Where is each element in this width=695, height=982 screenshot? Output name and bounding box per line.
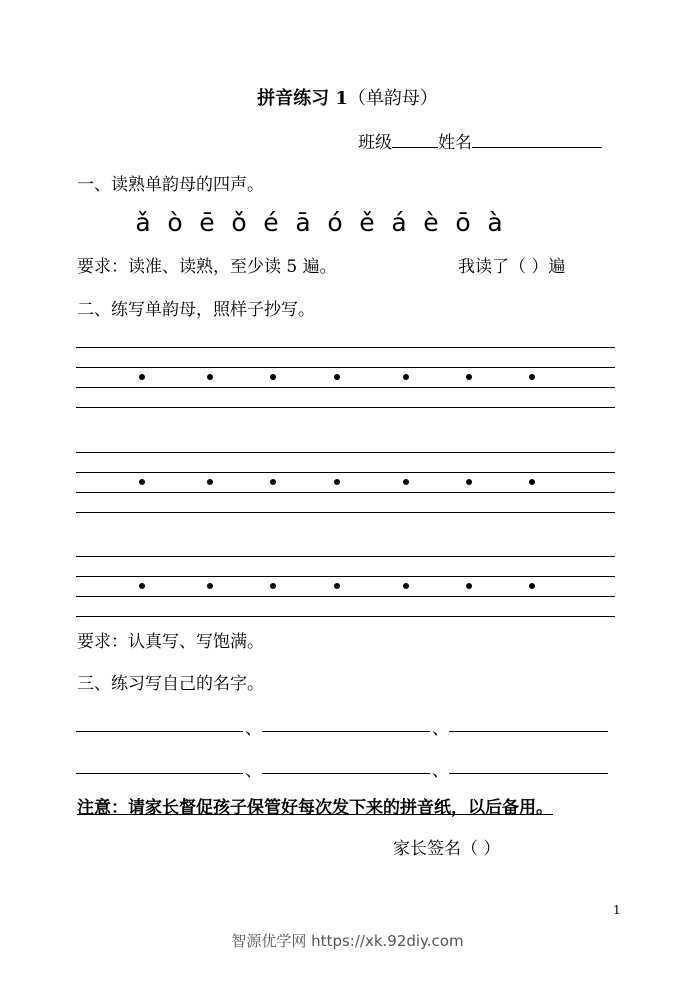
- notice-text: 注意：请家长督促孩子保管好每次发下来的拼音纸，以后备用。: [77, 798, 553, 818]
- vowel-10: ō: [455, 208, 471, 237]
- ruled-line: [76, 407, 615, 408]
- vowel-0: ǎ: [135, 208, 151, 237]
- parent-signature: 家长签名（ ）: [393, 839, 501, 859]
- footer-watermark: 智源优学网 https://xk.92diy.com: [231, 932, 464, 950]
- vowel-8: á: [391, 208, 407, 237]
- section2-heading: 二、练写单韵母，照样子抄写。: [77, 300, 315, 320]
- vowel-7: ě: [359, 208, 375, 237]
- ruled-line: [76, 472, 615, 473]
- section1-requirement: 要求：读准、读熟，至少读 5 遍。: [77, 257, 337, 277]
- guide-dot: [403, 583, 409, 589]
- ruled-line: [76, 347, 615, 348]
- guide-dot: [403, 374, 409, 380]
- guide-dot: [466, 374, 472, 380]
- vowel-6: ó: [327, 208, 343, 237]
- vowel-3: ǒ: [231, 208, 247, 237]
- ruled-line: [76, 616, 615, 617]
- guide-dot: [334, 583, 340, 589]
- title-sub: （单韵母）: [347, 88, 438, 109]
- ruled-line: [76, 512, 615, 513]
- guide-dot: [270, 374, 276, 380]
- name-blank[interactable]: [472, 146, 602, 148]
- guide-dot: [207, 583, 213, 589]
- guide-dot: [529, 479, 535, 485]
- ruled-line: [76, 492, 615, 493]
- guide-dot: [466, 583, 472, 589]
- guide-dot: [270, 479, 276, 485]
- guide-dot: [207, 374, 213, 380]
- guide-dot: [139, 374, 145, 380]
- section1-heading: 一、读熟单韵母的四声。: [77, 175, 264, 195]
- name-blank-line[interactable]: [76, 731, 243, 732]
- guide-dot: [529, 374, 535, 380]
- page-number: 1: [613, 903, 621, 917]
- vowel-row: [127, 208, 511, 237]
- ruled-line: [76, 596, 615, 597]
- name-blank-line[interactable]: [449, 731, 608, 732]
- ruled-line: [76, 387, 615, 388]
- vowel-4: é: [263, 208, 279, 237]
- read-count: 我读了（ ）遍: [458, 257, 566, 277]
- class-blank[interactable]: [392, 146, 438, 148]
- name-separator: 、: [245, 761, 262, 781]
- ruled-line: [76, 576, 615, 577]
- class-label: 班级: [358, 133, 392, 153]
- name-label: 姓名: [438, 133, 472, 153]
- name-blank-line[interactable]: [76, 773, 243, 774]
- guide-dot: [466, 479, 472, 485]
- title-main: 拼音练习 1: [257, 88, 348, 109]
- section2-requirement: 要求：认真写、写饱满。: [77, 632, 264, 652]
- name-separator: 、: [432, 761, 449, 781]
- guide-dot: [403, 479, 409, 485]
- name-blank-line[interactable]: [262, 773, 430, 774]
- name-separator: 、: [432, 719, 449, 739]
- vowel-2: ē: [199, 208, 215, 237]
- vowel-1: ò: [167, 208, 183, 237]
- guide-dot: [207, 479, 213, 485]
- ruled-line: [76, 452, 615, 453]
- guide-dot: [334, 479, 340, 485]
- ruled-line: [76, 556, 615, 557]
- guide-dot: [139, 479, 145, 485]
- class-name-line: [358, 128, 602, 153]
- vowel-9: è: [423, 208, 439, 237]
- vowel-11: à: [487, 208, 503, 237]
- name-separator: 、: [245, 719, 262, 739]
- guide-dot: [139, 583, 145, 589]
- ruled-line: [76, 367, 615, 368]
- guide-dot: [270, 583, 276, 589]
- page-title: [0, 84, 695, 110]
- name-blank-line[interactable]: [262, 731, 430, 732]
- section3-heading: 三、练习写自己的名字。: [77, 674, 264, 694]
- vowel-5: ā: [295, 208, 311, 237]
- guide-dot: [529, 583, 535, 589]
- name-blank-line[interactable]: [449, 773, 608, 774]
- guide-dot: [334, 374, 340, 380]
